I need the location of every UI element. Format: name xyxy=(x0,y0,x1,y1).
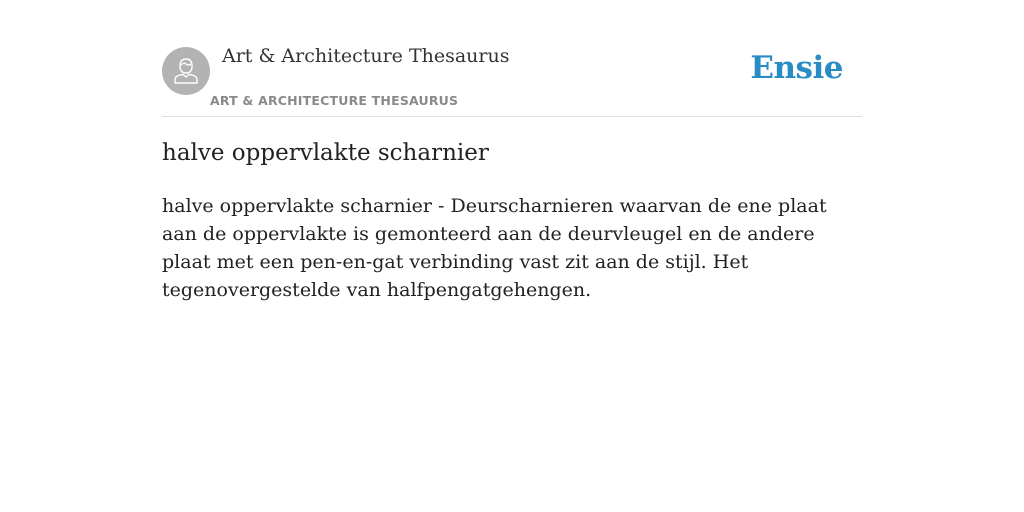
term-title: halve oppervlakte scharnier xyxy=(162,140,489,166)
user-icon xyxy=(171,56,201,86)
author-name[interactable]: Art & Architecture Thesaurus xyxy=(222,45,510,67)
page-container xyxy=(162,0,862,301)
avatar[interactable] xyxy=(162,47,210,95)
page-header xyxy=(162,0,862,117)
term-definition: halve oppervlakte scharnier - Deurscharnieren waarvan de ene plaat aan de oppervlakte is gemonteerd aan de deurvleugel en de andere plaat met een pen-en-gat verbinding vast zit aan de stijl. Het tegenovergestelde van halfpengatgehengen. xyxy=(162,195,827,301)
brand-logo[interactable]: Ensie xyxy=(750,50,843,86)
source-label[interactable]: ART & ARCHITECTURE THESAURUS xyxy=(210,93,459,108)
